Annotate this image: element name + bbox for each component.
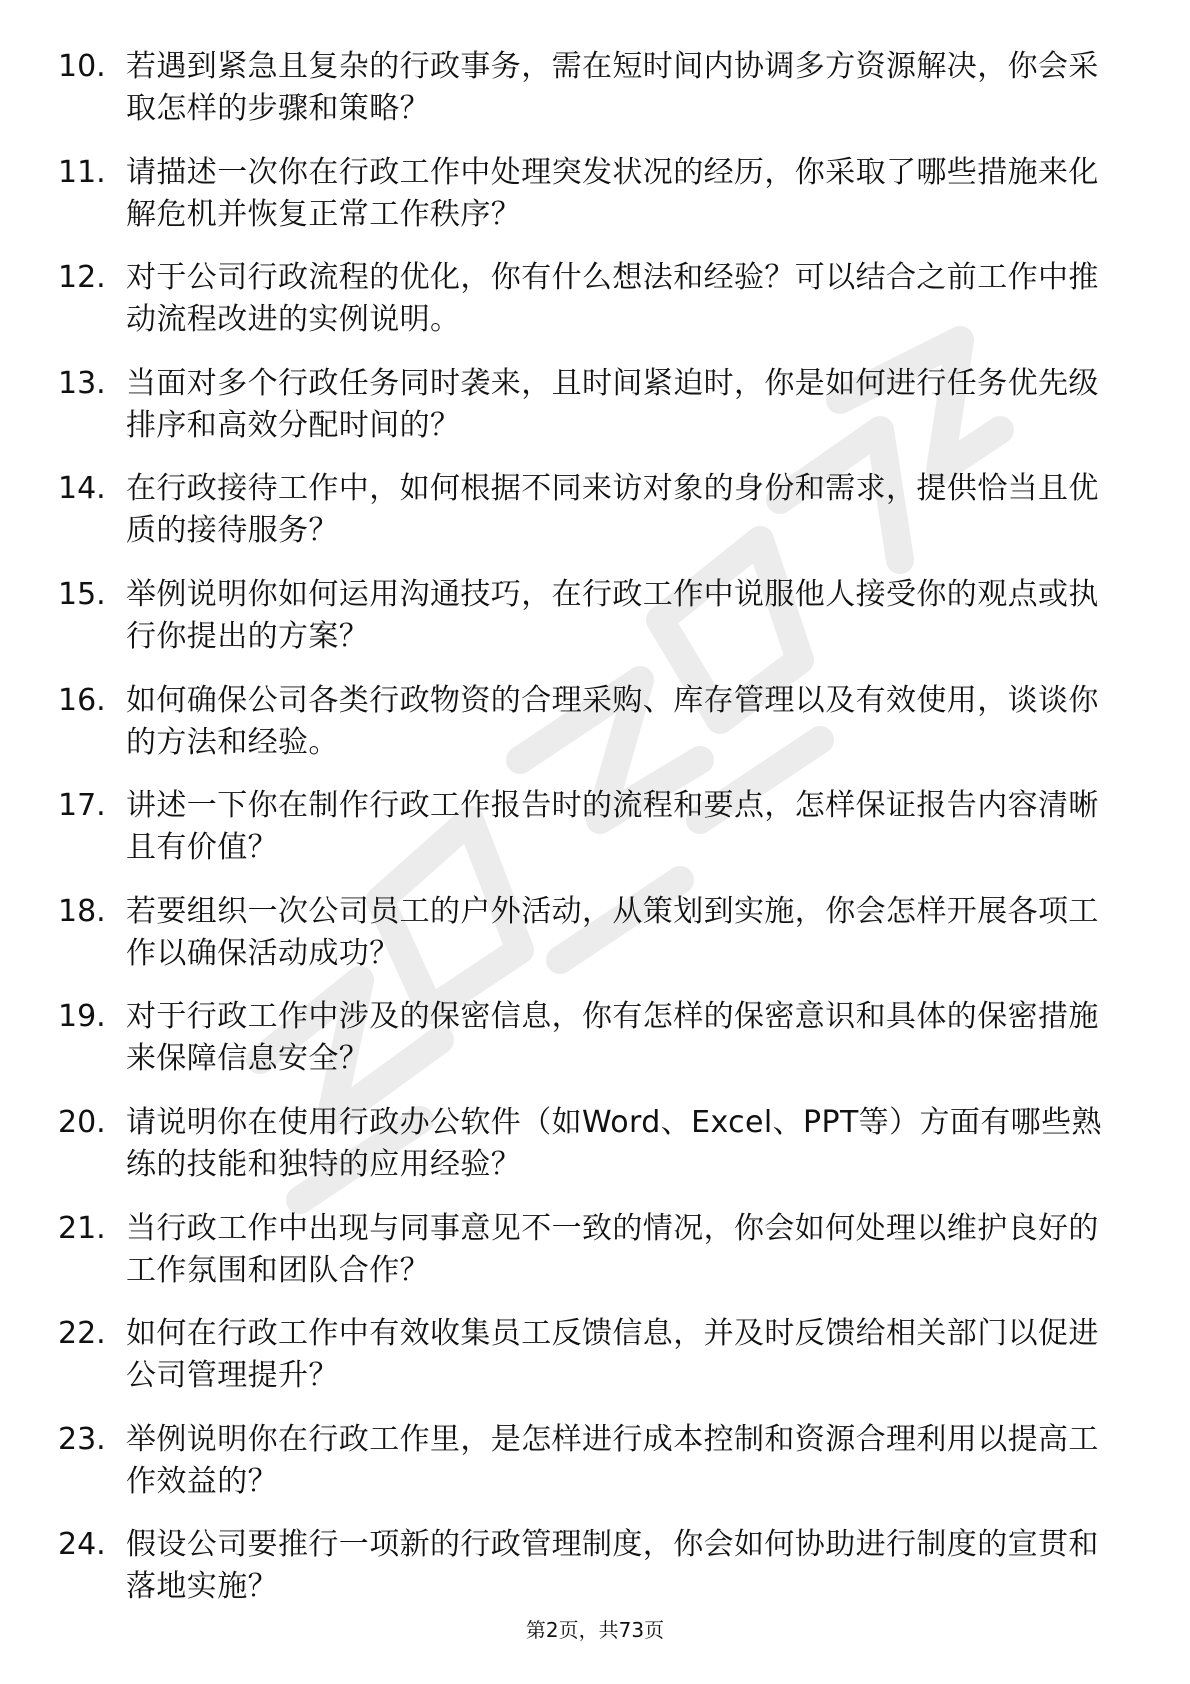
question-item [58,574,1128,680]
question-number: 16. [58,682,106,718]
question-item [58,257,1128,363]
question-number: 11. [58,154,106,190]
question-number: 23. [58,1421,106,1457]
question-number: 15. [58,576,106,612]
question-text: 如何在行政工作中有效收集员工反馈信息，并及时反馈给相关部门以促进公司管理提升？ [126,1316,1099,1394]
question-text: 在行政接待工作中，如何根据不同来访对象的身份和需求，提供恰当且优质的接待服务？ [126,471,1099,549]
question-number: 22. [58,1316,106,1352]
question-number: 14. [58,471,106,507]
question-number: 12. [58,260,106,296]
question-text: 请说明你在使用行政办公软件（如Word、Excel、PPT等）方面有哪些熟练的技能和独特的应用经验？ [126,1104,1102,1182]
question-item [58,152,1128,258]
question-text: 若遇到紧急且复杂的行政事务，需在短时间内协调多方资源解决，你会采取怎样的步骤和策略？ [126,49,1099,126]
question-item [58,46,1128,152]
question-text: 如何确保公司各类行政物资的合理采购、库存管理以及有效使用，谈谈你的方法和经验。 [126,682,1099,760]
question-number: 13. [58,365,106,401]
question-item [58,363,1128,469]
question-item [58,1102,1128,1208]
question-text: 举例说明你在行政工作里，是怎样进行成本控制和资源合理利用以提高工作效益的？ [126,1421,1099,1499]
question-text: 对于公司行政流程的优化，你有什么想法和经验？可以结合之前工作中推动流程改进的实例说明。 [126,260,1099,338]
question-list [58,46,1128,1630]
page-number-footer: 第2页，共73页 [525,1618,665,1642]
question-item [58,468,1128,574]
question-number: 18. [58,893,106,929]
question-item [58,1313,1128,1419]
question-number: 17. [58,788,106,824]
question-text: 讲述一下你在制作行政工作报告时的流程和要点，怎样保证报告内容清晰且有价值？ [126,788,1099,866]
question-item [58,891,1128,997]
question-text: 假设公司要推行一项新的行政管理制度，你会如何协助进行制度的宣贯和落地实施？ [126,1527,1099,1605]
question-item [58,996,1128,1102]
question-text: 当行政工作中出现与同事意见不一致的情况，你会如何处理以维护良好的工作氛围和团队合作？ [126,1210,1099,1288]
question-item [58,785,1128,891]
question-item [58,1419,1128,1525]
question-number: 21. [58,1210,106,1246]
question-number: 24. [58,1527,106,1563]
question-number: 20. [58,1104,106,1140]
question-text: 当面对多个行政任务同时袭来，且时间紧迫时，你是如何进行任务优先级排序和高效分配时间的？ [126,365,1099,443]
question-item [58,1524,1128,1630]
question-item [58,1208,1128,1314]
question-item [58,680,1128,786]
question-text: 请描述一次你在行政工作中处理突发状况的经历，你采取了哪些措施来化解危机并恢复正常工作秩序？ [126,154,1099,232]
question-text: 对于行政工作中涉及的保密信息，你有怎样的保密意识和具体的保密措施来保障信息安全？ [126,999,1099,1077]
question-number: 19. [58,999,106,1035]
question-number: 10. [58,49,106,84]
question-text: 若要组织一次公司员工的户外活动，从策划到实施，你会怎样开展各项工作以确保活动成功？ [126,893,1099,971]
question-text: 举例说明你如何运用沟通技巧，在行政工作中说服他人接受你的观点或执行你提出的方案？ [126,576,1099,654]
